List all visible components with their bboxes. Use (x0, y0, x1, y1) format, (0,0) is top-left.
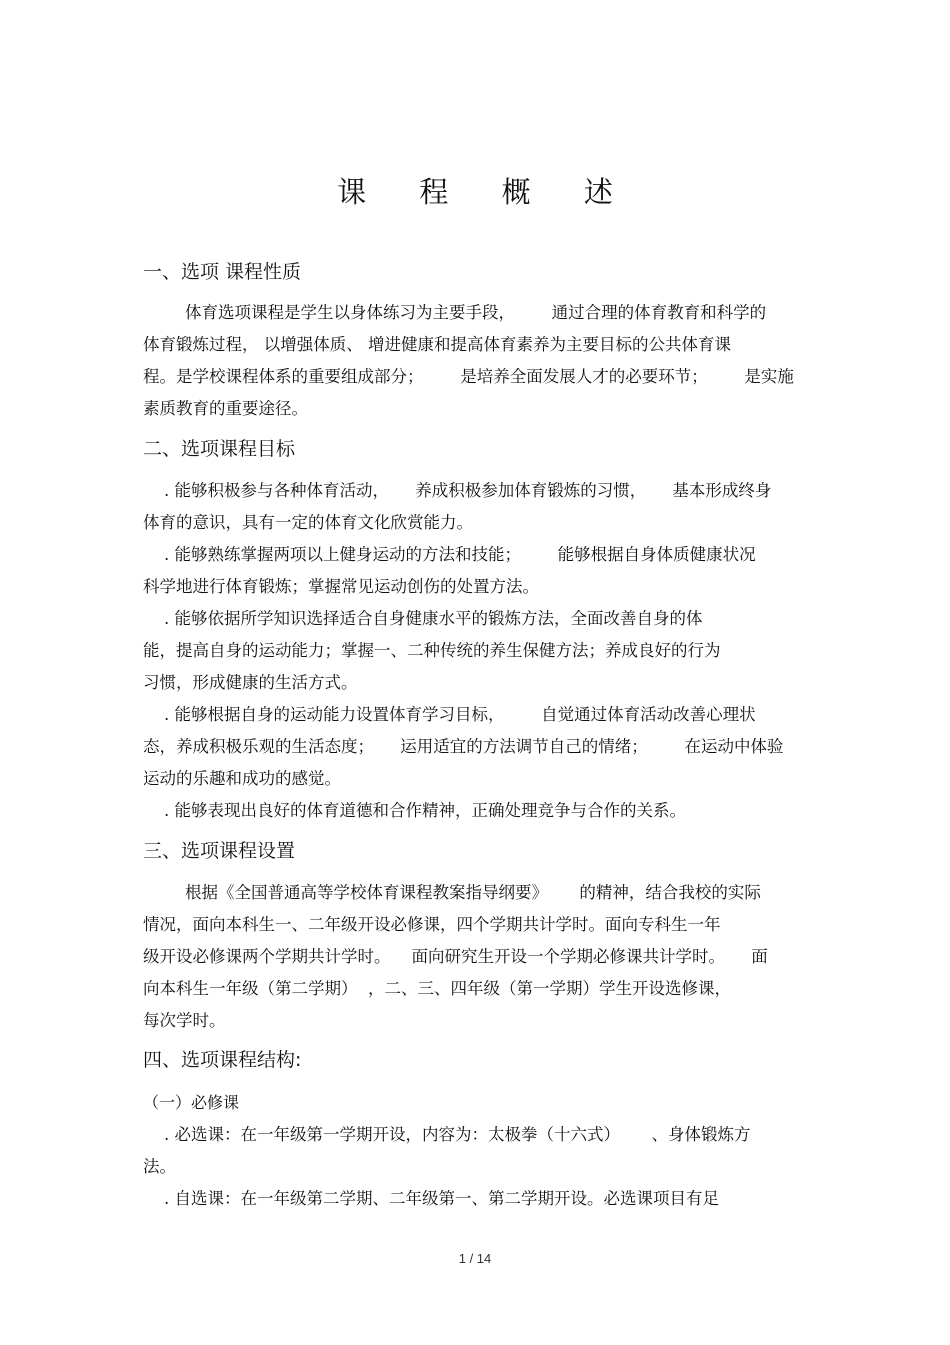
section-nature-line: 体育锻炼过程， 以增强体质、 增进健康和提高体育素养为主要目标的公共体育课 (143, 335, 731, 354)
section-goals-line: 能，提高自身的运动能力；掌握一、二种传统的养生保健方法；养成良好的行为 (143, 641, 721, 660)
page-number: 1 / 14 (458, 1251, 492, 1266)
section-goals-line: 科学地进行体育锻炼；掌握常见运动创伤的处置方法。 (143, 577, 539, 596)
section-goals-line: . 能够表现出良好的体育道德和合作精神，正确处理竞争与合作的关系。 (143, 801, 686, 820)
section-setup-line: 每次学时。 (143, 1011, 226, 1030)
section-goals-line: 运动的乐趣和成功的感觉。 (143, 769, 341, 788)
section-goals-line: . 能够积极参与各种体育活动， 养成积极参加体育锻炼的习惯， 基本形成终身 (143, 481, 772, 500)
section-nature-line: 素质教育的重要途径。 (143, 399, 308, 418)
page-title: 课 程 概 述 (337, 175, 635, 209)
section-heading-setup: 三、选项课程设置 (143, 840, 296, 862)
section-setup-line: 根据《全国普通高等学校体育课程教案指导纲要》 的精神，结合我校的实际 (143, 883, 761, 902)
section-goals-line: . 能够熟练掌握两项以上健身运动的方法和技能； 能够根据自身体质健康状况 (143, 545, 756, 564)
section-nature-line: 体育选项课程是学生以身体练习为主要手段， 通过合理的体育教育和科学的 (143, 303, 767, 322)
section-nature-line: 程。是学校课程体系的重要组成部分； 是培养全面发展人才的必要环节； 是实施 (143, 367, 794, 386)
section-structure-line: . 必选课：在一年级第一学期开设，内容为：太极拳（十六式） 、身体锻炼方 (143, 1125, 751, 1144)
section-goals-line: 习惯，形成健康的生活方式。 (143, 673, 358, 692)
section-goals-line: . 能够依据所学知识选择适合自身健康水平的锻炼方法，全面改善自身的体 (143, 609, 703, 628)
section-heading-goals: 二、选项课程目标 (143, 438, 296, 460)
section-goals-line: . 能够根据自身的运动能力设置体育学习目标， 自觉通过体育活动改善心理状 (143, 705, 756, 724)
section-heading-structure: 四、选项课程结构: (143, 1049, 302, 1071)
subsection-required-course: （一）必修课 (143, 1093, 240, 1112)
section-setup-line: 向本科生一年级（第二学期） ，二、三、四年级（第一学期）学生开设选修课， (143, 979, 731, 998)
section-setup-line: 情况，面向本科生一、二年级开设必修课，四个学期共计学时。面向专科生一年 (143, 915, 721, 934)
section-heading-nature: 一、选项 课程性质 (143, 261, 302, 283)
section-structure-line: . 自选课：在一年级第二学期、二年级第一、第二学期开设。必选课项目有足 (143, 1189, 719, 1208)
section-setup-line: 级开设必修课两个学期共计学时。 面向研究生开设一个学期必修课共计学时。 面 (143, 947, 768, 966)
section-goals-line: 态，养成积极乐观的生活态度； 运用适宜的方法调节自己的情绪； 在运动中体验 (143, 737, 784, 756)
section-goals-line: 体育的意识，具有一定的体育文化欣赏能力。 (143, 513, 473, 532)
section-structure-line: 法。 (143, 1157, 176, 1176)
